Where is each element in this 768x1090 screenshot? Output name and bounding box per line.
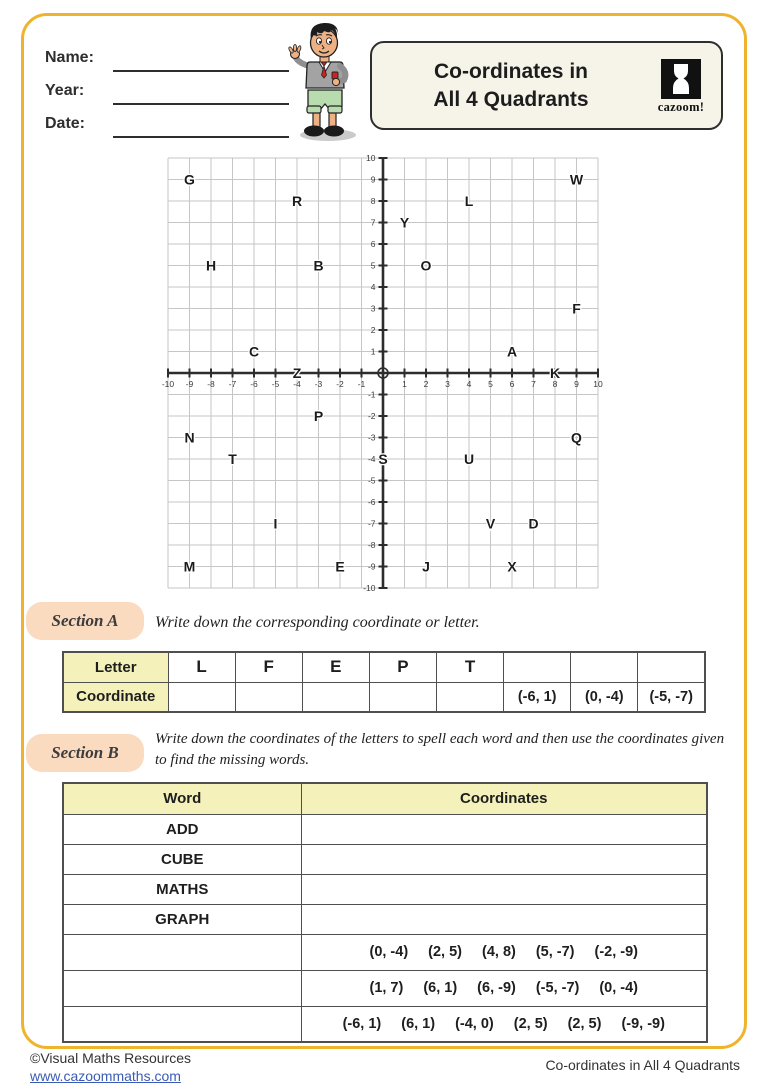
y-tick-label: 7: [370, 217, 376, 228]
x-tick-label: -6: [250, 379, 258, 389]
y-tick-label: -10: [363, 583, 376, 593]
x-tick-label: -10: [161, 379, 175, 389]
coordinate-pair: (0, -4): [369, 944, 409, 960]
x-tick-label: 10: [593, 379, 603, 389]
x-tick-label: -9: [185, 379, 194, 389]
y-tick-label: -6: [367, 497, 376, 507]
date-label: Date:: [45, 115, 86, 132]
title-line-1: Co-ordinates in: [433, 60, 588, 83]
coordinate-grid: [157, 149, 617, 601]
cazoom-logo-icon: [661, 59, 701, 99]
coordinate-pair: (2, 5): [513, 1015, 548, 1032]
coordinate-pair: (6, 1): [423, 980, 458, 996]
section-b-header-row: [63, 783, 707, 814]
letter-answer-cell: T: [437, 652, 504, 682]
plotted-letter-A: A: [506, 343, 518, 360]
y-tick-label: 2: [370, 325, 376, 335]
given-coordinates-row: [63, 970, 707, 1006]
x-tick-label: -7: [228, 379, 237, 389]
word-answer-cell: [63, 934, 301, 970]
plotted-letter-W: W: [569, 171, 584, 188]
y-tick-label: -1: [367, 389, 376, 400]
coordinate-pair: (6, 1): [401, 1015, 436, 1032]
y-tick-label: -4: [367, 454, 376, 464]
plotted-letter-B: B: [313, 257, 324, 274]
plotted-letter-L: L: [464, 193, 474, 209]
plotted-letter-V: V: [485, 515, 496, 532]
x-tick-label: -1: [357, 379, 366, 389]
coordinate-pair: (1, 7): [369, 980, 404, 996]
coordinate-pair: (5, -7): [535, 944, 575, 960]
letter-answer-cell: E: [302, 652, 369, 682]
x-tick-label: 9: [574, 379, 579, 389]
year-input-line: [113, 103, 289, 105]
y-tick-label: -9: [367, 561, 376, 572]
section-a-badge: Section A: [26, 602, 144, 640]
name-input-line: [113, 70, 289, 72]
plotted-letter-U: U: [463, 451, 475, 467]
y-tick-label: 1: [370, 346, 376, 357]
letter-answer-cell: L: [168, 652, 235, 682]
letter-answer-cell: F: [235, 652, 302, 682]
coordinate-answer-cell: [168, 682, 235, 712]
word-row: [63, 844, 707, 874]
coordinate-answer-cell: [369, 682, 436, 712]
y-tick-label: -5: [367, 475, 376, 486]
coordinate-answer-cell: [437, 682, 504, 712]
plotted-letter-X: X: [507, 558, 517, 575]
section-a-table: [62, 651, 706, 713]
y-tick-label: -8: [367, 540, 376, 550]
coordinate-answer-cell: (-6, 1): [504, 682, 571, 712]
plotted-letter-M: M: [183, 558, 196, 575]
section-b-table: [62, 782, 708, 1043]
plotted-letter-H: H: [205, 257, 217, 274]
coordinate-pair: (6, -9): [477, 980, 516, 996]
coordinate-pair: (-6, 1): [342, 1015, 382, 1032]
coordinates-answer-cell: [301, 844, 707, 874]
y-tick-label: 3: [370, 303, 376, 314]
word-row: [63, 904, 707, 934]
given-coordinates-row: [63, 1006, 707, 1042]
plotted-letter-F: F: [572, 300, 581, 317]
plotted-letter-S: S: [378, 451, 388, 467]
coordinate-answer-cell: (-5, -7): [638, 682, 705, 712]
y-tick-label: 9: [370, 174, 376, 185]
letter-answer-cell: [504, 652, 571, 682]
word-cell: MATHS: [63, 874, 301, 904]
coordinate-pair: (-5, -7): [535, 980, 580, 996]
coordinate-answer-cell: [302, 682, 369, 712]
coordinate-answer-cell: [235, 682, 302, 712]
x-tick-label: -5: [271, 379, 280, 389]
y-tick-label: -2: [367, 411, 376, 421]
plotted-letter-G: G: [184, 171, 195, 188]
plotted-letter-D: D: [528, 515, 539, 532]
y-tick-label: 5: [370, 260, 376, 271]
x-tick-label: 7: [531, 379, 536, 389]
plotted-letter-I: I: [273, 515, 278, 532]
plotted-letter-T: T: [228, 451, 237, 467]
word-cell: GRAPH: [63, 904, 301, 934]
year-label: Year:: [45, 82, 85, 99]
name-label: Name:: [45, 49, 94, 66]
given-coordinates-cell: [301, 970, 707, 1006]
cazoommaths-link[interactable]: www.cazoommaths.com: [30, 1068, 181, 1084]
letter-answer-cell: [571, 652, 638, 682]
x-tick-label: 1: [402, 379, 407, 389]
y-tick-label: 8: [370, 196, 376, 206]
coordinates-answer-cell: [301, 814, 707, 844]
coordinate-pair: (-4, 0): [455, 1015, 494, 1032]
y-tick-label: -3: [367, 432, 376, 443]
x-tick-label: -8: [207, 379, 215, 389]
cazoom-logo: [655, 59, 707, 115]
section-a-instruction: Write down the corresponding coordinate or letter.: [155, 614, 480, 631]
plotted-letter-C: C: [248, 343, 260, 360]
word-cell: CUBE: [63, 844, 301, 874]
coordinates-answer-cell: [301, 904, 707, 934]
title-box: [370, 41, 723, 130]
given-coordinates-row: [63, 934, 707, 970]
plotted-letter-Q: Q: [571, 429, 582, 446]
coordinate-pair: (-2, -9): [594, 944, 639, 960]
word-row: [63, 874, 707, 904]
coordinate-pair: (-9, -9): [621, 1015, 665, 1032]
coordinates-answer-cell: [301, 874, 707, 904]
word-answer-cell: [63, 970, 301, 1006]
plotted-letter-J: J: [422, 558, 430, 575]
plotted-letter-Z: Z: [292, 365, 302, 381]
plotted-letter-E: E: [335, 558, 345, 575]
coordinates-column-header: Coordinates: [301, 783, 707, 814]
worksheet-title: [386, 58, 636, 114]
y-tick-label: 6: [370, 239, 376, 249]
x-tick-label: -3: [314, 379, 323, 389]
coordinate-pair: (0, -4): [599, 980, 639, 996]
title-line-2: All 4 Quadrants: [433, 88, 589, 111]
coordinate-row-header: Coordinate: [63, 682, 168, 712]
footer-worksheet-name: Co-ordinates in All 4 Quadrants: [545, 1057, 740, 1073]
section-b-instruction: Write down the coordinates of the letters to spell each word and then use the coordinates given to find the missing words.: [155, 731, 725, 768]
y-tick-label: -7: [367, 518, 376, 529]
coordinate-answer-cell: (0, -4): [571, 682, 638, 712]
x-tick-label: 5: [488, 379, 493, 389]
x-tick-label: 6: [509, 379, 515, 389]
x-tick-label: 3: [445, 379, 450, 389]
letter-row-header: Letter: [63, 652, 168, 682]
x-tick-label: 4: [466, 379, 472, 389]
coordinate-pair: (4, 8): [482, 944, 516, 960]
cazoom-logo-text: cazoom!: [657, 100, 705, 114]
plotted-letter-Y: Y: [399, 214, 410, 231]
plotted-letter-P: P: [313, 408, 324, 424]
plotted-letter-K: K: [549, 365, 561, 381]
word-cell: ADD: [63, 814, 301, 844]
x-tick-label: 2: [423, 379, 429, 389]
letter-answer-cell: P: [369, 652, 436, 682]
coordinate-row: [63, 682, 705, 712]
plotted-letter-O: O: [420, 257, 432, 274]
word-row: [63, 814, 707, 844]
y-tick-label: 4: [370, 282, 376, 292]
given-coordinates-cell: [301, 1006, 707, 1042]
x-tick-label: -2: [336, 379, 344, 389]
word-column-header: Word: [63, 783, 301, 814]
coordinate-pair: (2, 5): [567, 1015, 602, 1032]
date-input-line: [113, 136, 289, 138]
student-character-illustration: [286, 20, 366, 144]
plotted-letter-N: N: [184, 429, 195, 446]
coordinate-pair: (2, 5): [428, 944, 462, 960]
x-tick-label: -4: [293, 379, 301, 389]
x-tick-label: 8: [552, 379, 558, 389]
given-coordinates-cell: [301, 934, 707, 970]
word-answer-cell: [63, 1006, 301, 1042]
letter-answer-cell: [638, 652, 705, 682]
y-tick-label: 10: [366, 153, 376, 163]
section-b-badge: Section B: [26, 734, 144, 772]
copyright-text: ©Visual Maths Resources: [30, 1050, 192, 1066]
plotted-letter-R: R: [291, 193, 303, 209]
letter-row: [63, 652, 705, 682]
